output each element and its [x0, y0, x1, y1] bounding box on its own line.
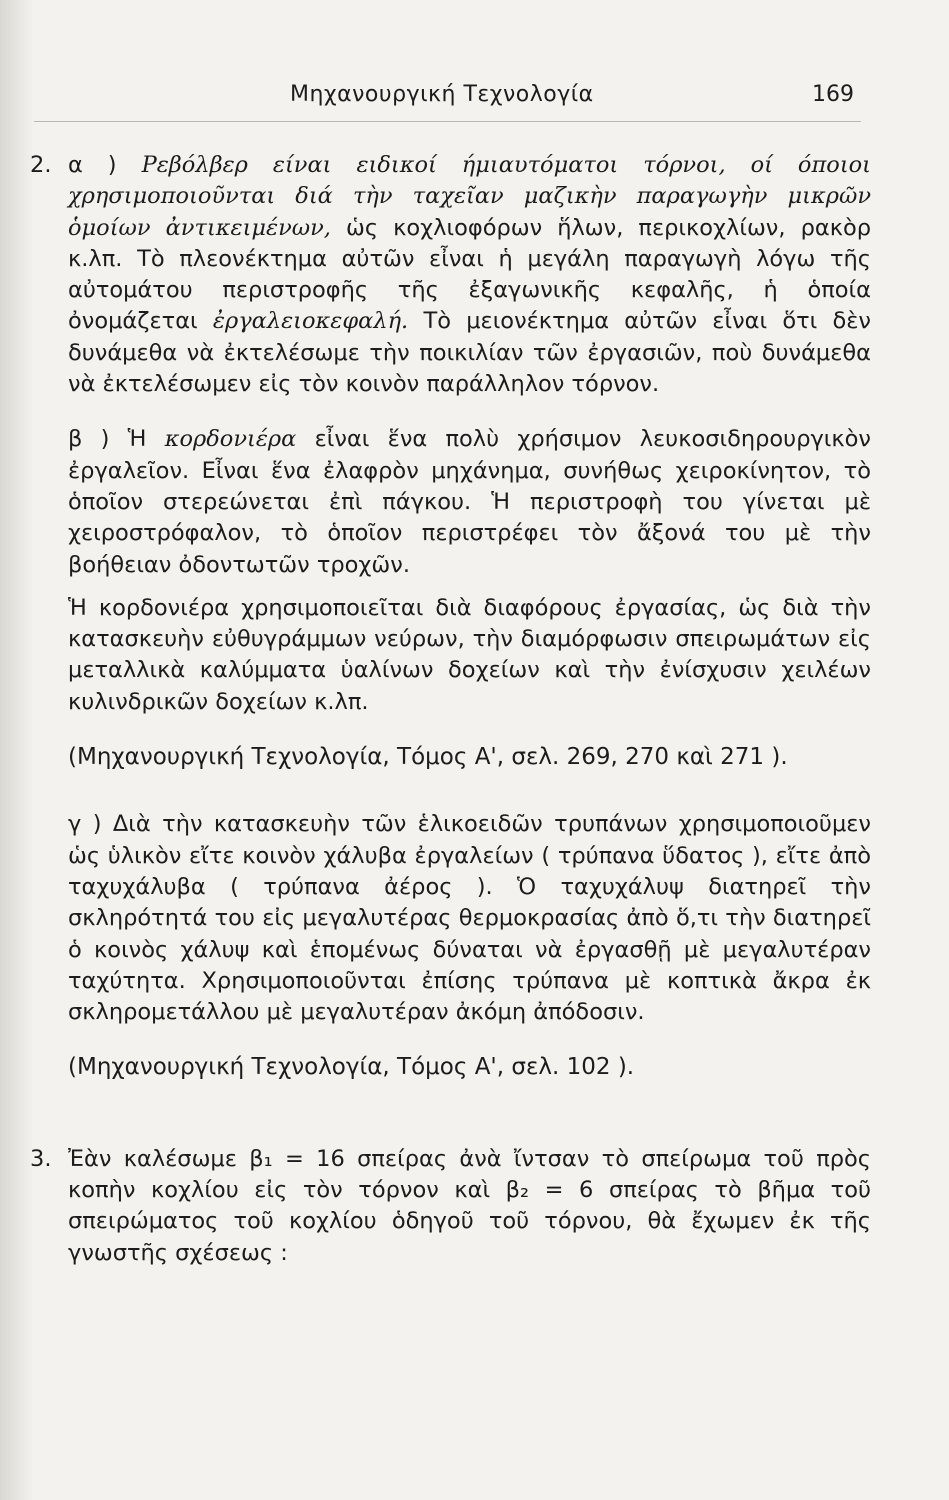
exercise-2 — [30, 150, 872, 1084]
subitem-marker: α ) — [68, 152, 117, 178]
paragraph-text: Τὸ μειονέκτημα αὐτῶν εἶναι ὅτι δὲν δυνάμεθα νὰ ἐκτελέσωμε τὴν ποικιλίαν τῶν ἐργασιῶν, ποὺ δυνάμεθα νὰ ἐκτελέσωμεν εἰς τὸν κοινὸν παράλληλον τόρνον. — [68, 308, 872, 398]
italic-term: κορδονιέρα — [164, 426, 297, 453]
header-divider — [34, 121, 861, 122]
exercise-3 — [30, 1144, 871, 1269]
page-number: 169 — [812, 82, 854, 107]
page-binding-edge — [0, 0, 34, 1500]
reference-citation: (Μηχανουργική Τεχνολογία, Τόμος Α', σελ. 269, 270 καὶ 271 ). — [68, 744, 788, 771]
paragraph-text: Ἡ κορδονιέρα χρησιμοποιεῖται διὰ διαφόρους ἐργασίας, ὡς διὰ τὴν κατασκευὴν εὐθυγράμμων νεύρων, τὴν διαμόρφωσιν σπειρωμάτων εἰς μεταλλικὰ καλύμματα ὑαλίνων δοχείων καὶ τὴν ἐνίσχυσιν χειλέων κυλινδρικῶν δοχείων κ.λπ. — [68, 594, 871, 715]
paragraph-beta — [68, 424, 871, 580]
exercise-number: 2. — [30, 152, 52, 178]
reference-citation: (Μηχανουργική Τεχνολογία, Τόμος Α', σελ. 102 ). — [68, 1054, 635, 1081]
paragraph-text: εἶναι ἕνα πολὺ χρήσιμον λευκοσιδηρουργικὸν ἐργαλεῖον. Εἶναι ἕνα ἐλαφρὸν μηχάνημα, συνήθως χειροκίνητον, τὸ ὁποῖον στερεώνεται ἐπὶ πάγκου. Ἡ περιστροφὴ του γίνεται μὲ χειροστρόφαλον, τὸ ὁποῖον περιστρέφει τὸν ἄξονά του μὲ τὴν βοήθειαν ὀδοντωτῶν τροχῶν. — [68, 426, 871, 578]
paragraph-text: Ἐὰν καλέσωμε β₁ = 16 σπείρας ἀνὰ ἴντσαν τὸ σπείρωμα τοῦ πρὸς κοπὴν κοχλίου εἰς τὸν τόρνον καὶ β₂ = 6 σπείρας τὸ βῆμα τοῦ σπειρώματος τοῦ κοχλίου ὁδηγοῦ τοῦ τόρνου, θὰ ἔχωμεν ἐκ τῆς γνωστῆς σχέσεως : — [68, 1145, 871, 1266]
paragraph-text: Διὰ τὴν κατασκευὴν τῶν ἑλικοειδῶν τρυπάνων χρησιμοποιοῦμεν ὡς ὑλικὸν εἴτε κοινὸν χάλυβα ἐργαλείων ( τρύπανα ὕδατος ), εἴτε ἀπὸ ταχυχάλυβα ( τρύπανα ἀέρος ). Ὁ ταχυχάλυψ διατηρεῖ τὴν σκληρότητά του εἰς μεγαλυτέρας θερμοκρασίας ἀπὸ ὅ,τι τὴν διατηρεῖ ὁ κοινὸς χάλυψ καὶ ἑπομένως δύναται νὰ ἐργασθῇ μὲ μεγαλυτέραν ταχύτητα. Χρησιμοποιοῦνται ἐπίσης τρύπανα μὲ κοπτικὰ ἄκρα ἐκ σκληρομετάλλου μὲ μεγαλυτέραν ἀκόμη ἀπόδοσιν. — [68, 811, 871, 1026]
paragraph-alpha — [68, 150, 871, 400]
paragraph-beta-continued — [68, 593, 871, 718]
exercise-number: 3. — [30, 1145, 52, 1172]
subitem-marker: γ ) — [68, 811, 102, 838]
running-header — [0, 76, 949, 116]
italic-term: ἐργαλειοκεφαλή. — [212, 308, 409, 335]
subitem-marker: β ) Ἡ — [68, 426, 147, 453]
paragraph-gamma — [68, 809, 871, 1028]
page-body — [30, 150, 872, 1269]
italic-definition: Ρεβόλβερ είναι ειδικοί ήμιαυτόματοι τόρνοι, οί όποιοι χρησιμοποιοῦνται διά τὴν ταχεῖαν μαζικὴν παραγωγὴν μικρῶν ὁμοίων ἀντικειμένων, — [68, 152, 872, 241]
header-title: Μηχανουργική Τεχνολογία — [290, 82, 594, 107]
paragraph-text: ὡς κοχλιοφόρων ἥλων, περικοχλίων, ρακὸρ κ.λπ. Τὸ πλεονέκτημα αὐτῶν εἶναι ἡ μεγάλη παραγωγὴ λόγω τῆς αὐτομάτου περιστροφῆς τῆς ἐξαγωνικῆς κεφαλῆς, ἡ ὁποία ὀνομάζεται — [68, 214, 871, 335]
